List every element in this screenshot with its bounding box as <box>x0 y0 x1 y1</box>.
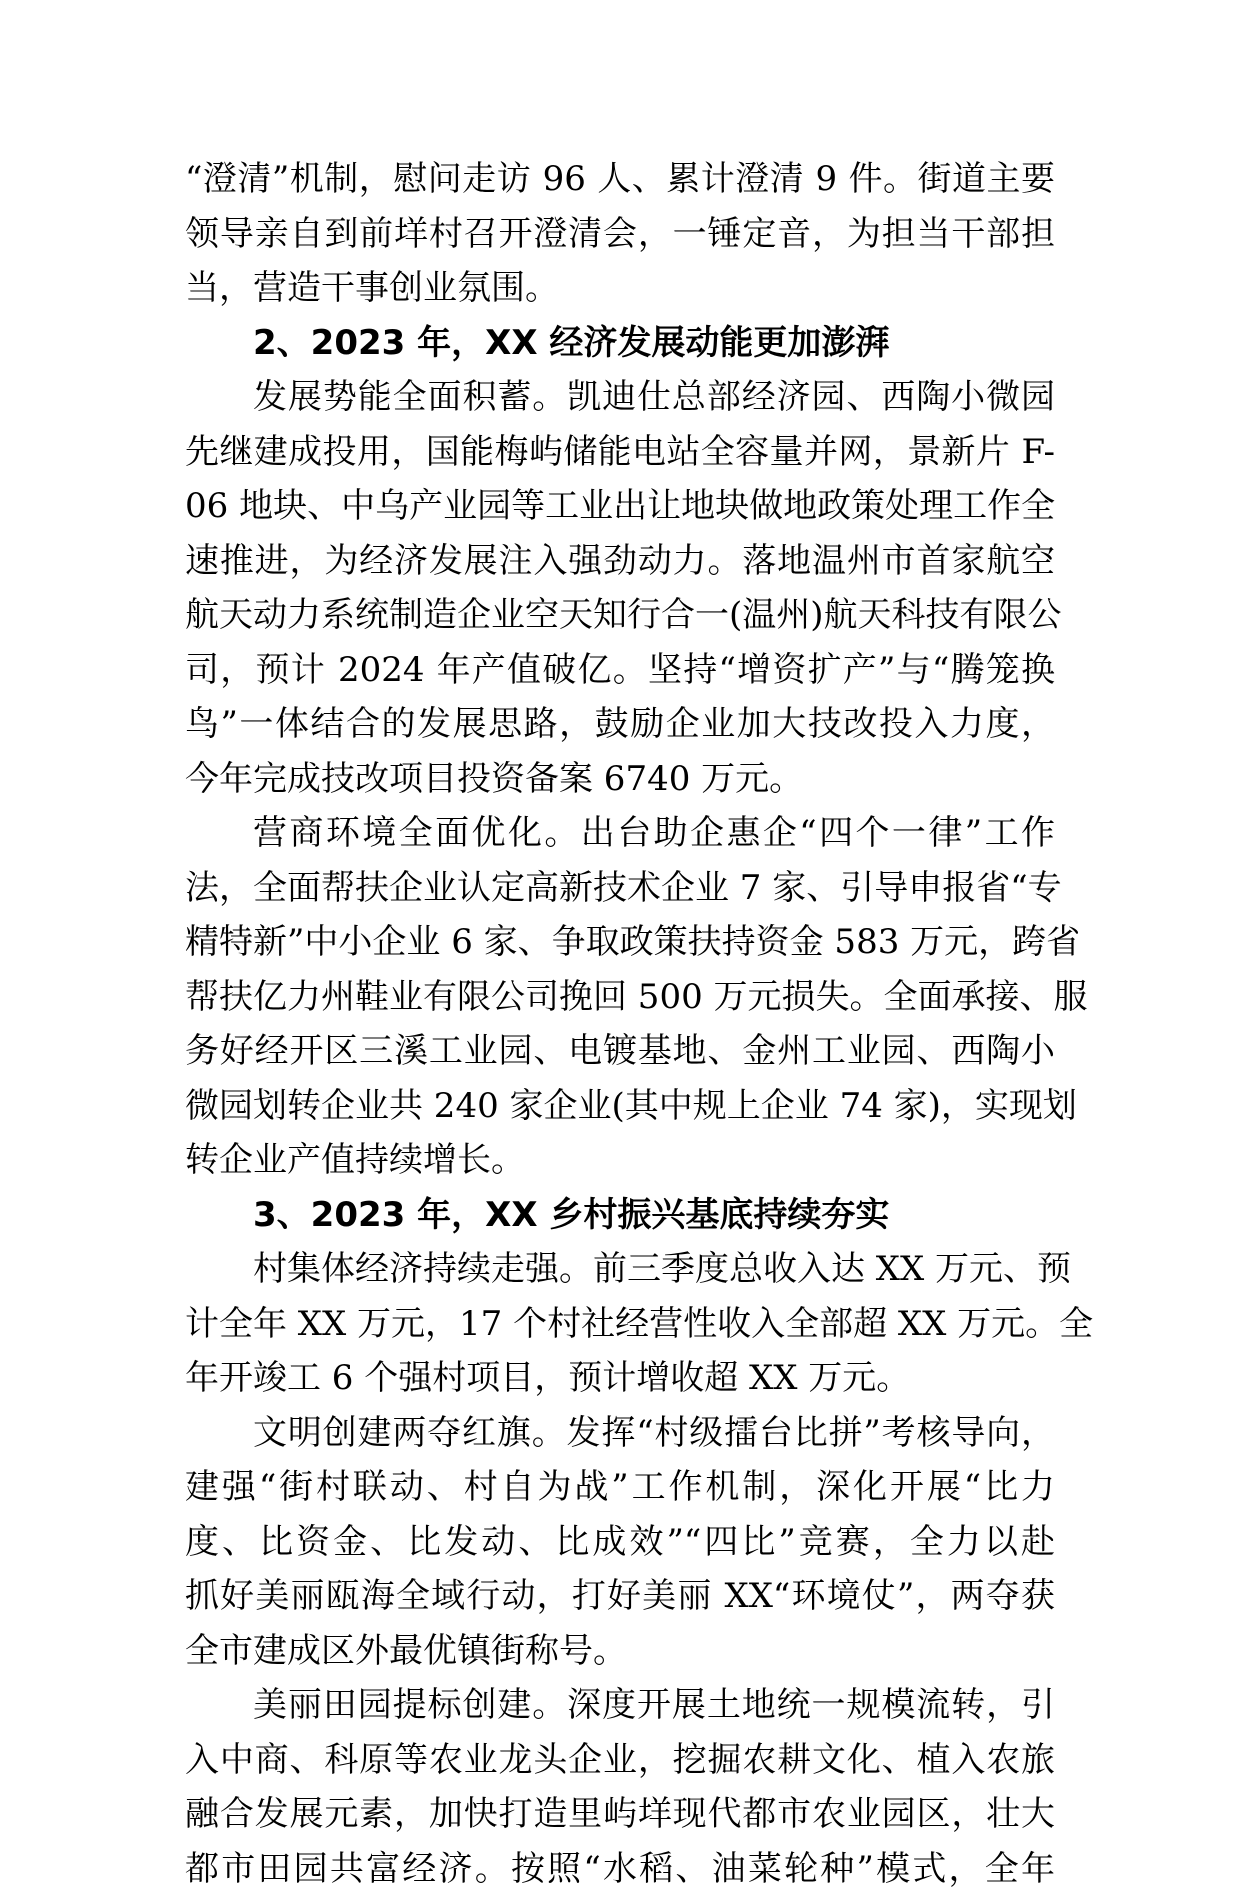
text-line: 微园划转企业共 240 家企业(其中规上企业 74 家)，实现划 <box>185 1079 1055 1134</box>
text-line: 建强“街村联动、村自为战”工作机制，深化开展“比力 <box>185 1460 1055 1515</box>
text-line: 抓好美丽瓯海全域行动，打好美丽 XX“环境仗”，两夺获 <box>185 1569 1055 1624</box>
paragraph <box>185 370 1055 806</box>
text-line: 当，营造干事创业氛围。 <box>185 261 1055 316</box>
text-line: 司，预计 2024 年产值破亿。坚持“增资扩产”与“腾笼换 <box>185 643 1055 698</box>
text-line: 融合发展元素，加快打造里屿垟现代都市农业园区，壮大 <box>185 1787 1055 1842</box>
text-line: 年开竣工 6 个强村项目，预计增收超 XX 万元。 <box>185 1351 1055 1406</box>
paragraph <box>185 152 1055 316</box>
text-line: 全市建成区外最优镇街称号。 <box>185 1624 1055 1679</box>
text-line: 度、比资金、比发动、比成效”“四比”竞赛，全力以赴 <box>185 1515 1055 1570</box>
text-line: 发展势能全面积蓄。凯迪仕总部经济园、西陶小微园 <box>185 370 1055 425</box>
text-line: 先继建成投用，国能梅屿储能电站全容量并网，景新片 F- <box>185 425 1055 480</box>
text-line: 营商环境全面优化。出台助企惠企“四个一律”工作 <box>185 806 1055 861</box>
text-line: 06 地块、中乌产业园等工业出让地块做地政策处理工作全 <box>185 479 1055 534</box>
section-heading: 2、2023 年，XX 经济发展动能更加澎湃 <box>185 316 1055 371</box>
text-line: 领导亲自到前垟村召开澄清会，一锤定音，为担当干部担 <box>185 207 1055 262</box>
text-line: 精特新”中小企业 6 家、争取政策扶持资金 583 万元，跨省 <box>185 915 1055 970</box>
text-line: 美丽田园提标创建。深度开展土地统一规模流转，引 <box>185 1678 1055 1733</box>
text-line: 航天动力系统制造企业空天知行合一(温州)航天科技有限公 <box>185 588 1055 643</box>
section-heading: 3、2023 年，XX 乡村振兴基底持续夯实 <box>185 1188 1055 1243</box>
text-line: 村集体经济持续走强。前三季度总收入达 XX 万元、预 <box>185 1242 1055 1297</box>
paragraph <box>185 1406 1055 1679</box>
text-line: 务好经开区三溪工业园、电镀基地、金州工业园、西陶小 <box>185 1024 1055 1079</box>
text-line: 计全年 XX 万元，17 个村社经营性收入全部超 XX 万元。全 <box>185 1297 1055 1352</box>
paragraph <box>185 1678 1055 1896</box>
text-line: 速推进，为经济发展注入强劲动力。落地温州市首家航空 <box>185 534 1055 589</box>
text-line: 转企业产值持续增长。 <box>185 1133 1055 1188</box>
paragraph <box>185 1242 1055 1406</box>
text-line: 帮扶亿力州鞋业有限公司挽回 500 万元损失。全面承接、服 <box>185 970 1055 1025</box>
text-line: 鸟”一体结合的发展思路，鼓励企业加大技改投入力度， <box>185 697 1055 752</box>
document-page <box>185 152 1055 1896</box>
text-line: 法，全面帮扶企业认定高新技术企业 7 家、引导申报省“专 <box>185 861 1055 916</box>
paragraph <box>185 806 1055 1188</box>
text-line: “澄清”机制，慰问走访 96 人、累计澄清 9 件。街道主要 <box>185 152 1055 207</box>
text-line: 今年完成技改项目投资备案 6740 万元。 <box>185 752 1055 807</box>
text-line: 文明创建两夺红旗。发挥“村级擂台比拼”考核导向， <box>185 1406 1055 1461</box>
text-line: 都市田园共富经济。按照“水稻、油菜轮种”模式，全年 <box>185 1842 1055 1896</box>
text-line: 入中商、科原等农业龙头企业，挖掘农耕文化、植入农旅 <box>185 1733 1055 1788</box>
